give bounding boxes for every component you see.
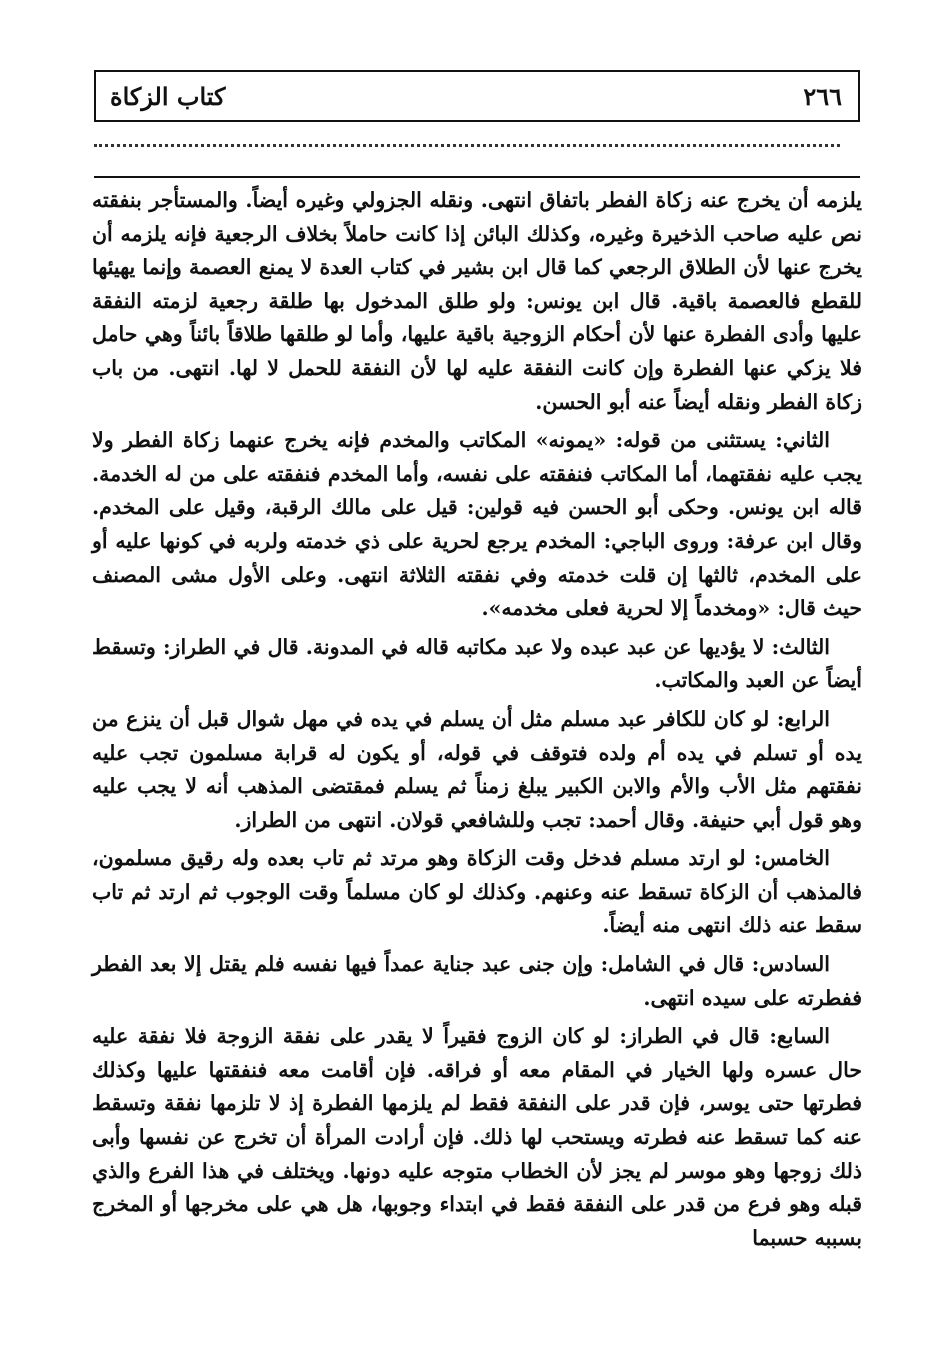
- paragraph-fifth: الخامس: لو ارتد مسلم فدخل وقت الزكاة وهو مرتد ثم تاب بعده وله رقيق مسلمون، فالمذهب أن الزكاة تسقط عنه وعنهم. وكذلك لو كان مسلماً وقت الوجوب ثم ارتد ثم تاب سقط عنه ذلك انتهى منه أيضاً.: [92, 846, 862, 938]
- horizontal-rule: [94, 176, 860, 178]
- paragraph-second: الثاني: يستثنى من قوله: «يمونه» المكاتب والمخدم فإنه يخرج عنهما زكاة الفطر ولا يجب عليه نفقتهما، أما المكاتب فنفقته على نفسه، وأما المخدم فنفقته على من له الخدمة. قاله ابن يونس. وحكى أبو الحسن فيه قولين: قيل على مالك الرقبة، وقيل على المخدم. وقال ابن عرفة: وروى الباجي: المخدم يرجع لحرية على ذي خدمته ولربه في كونها عليه أو على المخدم، ثالثها إن قلت خدمته وفي نفقته الثلاثة انتهى. وعلى الأول مشى المصنف حيث قال: «ومخدماً إلا لحرية فعلى مخدمه».: [92, 428, 862, 621]
- paragraph-seventh: السابع: قال في الطراز: لو كان الزوج فقيراً لا يقدر على نفقة الزوجة فلا نفقة عليه حال عسره ولها الخيار في المقام معه أو فراقه. فإن أقامت معه فنفقتها عليها وكذلك فطرتها حتى يوسر، فإن قدر على النفقة فقط لم يلزمها الفطرة إذ لا تلزمها نفقة وتسقط عنه كما تسقط عنه فطرته ويستحب لها ذلك. فإن أرادت المرأة أن تخرج عن نفسها وأبى ذلك زوجها وهو موسر لم يجز لأن الخطاب متوجه عليه دونها. ويختلف في هذا الفرع والذي قبله وهو فرع من قدر على النفقة فقط في ابتداء وجوبها، هل هي على مخرجها أو المخرج بسببه حسبما: [92, 1024, 862, 1250]
- page-number: ٢٦٦: [803, 82, 842, 111]
- page-header: [94, 70, 860, 122]
- dotted-separator: [94, 136, 840, 147]
- paragraph-sixth: السادس: قال في الشامل: وإن جنى عبد جناية عمداً فيها نفسه فلم يقتل إلا بعد الفطر ففطرته على سيده انتهى.: [92, 952, 862, 1010]
- body-text: [92, 184, 862, 1260]
- running-title: كتاب الزكاة: [110, 82, 226, 111]
- paragraph-continuation: يلزمه أن يخرج عنه زكاة الفطر باتفاق انتهى. ونقله الجزولي وغيره أيضاً. والمستأجر بنفقته نص عليه صاحب الذخيرة وغيره، وكذلك البائن إذا كانت حاملاً بخلاف الرجعية فإنه يلزمه أن يخرج عنها لأن الطلاق الرجعي كما قال ابن بشير في كتاب العدة لا يمنع العصمة وإنما يهيئها للقطع فالعصمة باقية. قال ابن يونس: ولو طلق المدخول بها طلقة رجعية لزمته النفقة عليها وأدى الفطرة عنها لأن أحكام الزوجية باقية عليها، وأما لو طلقها طلاقاً بائناً وهي حامل فلا يزكي عنها الفطرة وإن كانت النفقة عليه لها لأن النفقة للحمل لا لها. انتهى. من باب زكاة الفطر ونقله أيضاً عنه أبو الحسن.: [92, 188, 862, 414]
- paragraph-fourth: الرابع: لو كان للكافر عبد مسلم مثل أن يسلم في يده في مهل شوال قبل أن ينزع من يده أو تسلم في يده أم ولده فتوقف في قوله، أو يكون له قرابة مسلمون تجب عليه نفقتهم مثل الأب والأم والابن الكبير يبلغ زمناً ثم يسلم فمقتضى المذهب أنه لا يجب عليه وهو قول أبي حنيفة. وقال أحمد: تجب وللشافعي قولان. انتهى من الطراز.: [92, 706, 862, 832]
- paragraph-third: الثالث: لا يؤديها عن عبد عبده ولا عبد مكاتبه قاله في المدونة. قال في الطراز: وتسقط أيضاً عن العبد والمكاتب.: [92, 634, 862, 693]
